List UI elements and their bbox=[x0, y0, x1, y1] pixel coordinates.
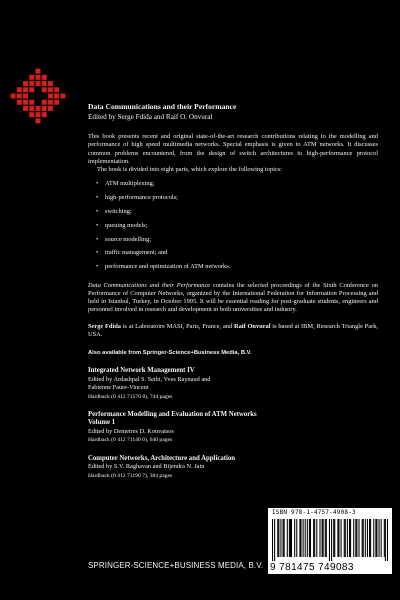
logo-square bbox=[48, 100, 53, 105]
logo-square bbox=[48, 106, 53, 111]
ean-number: 9 781475 749083 bbox=[270, 562, 354, 573]
logo-square bbox=[11, 93, 16, 98]
barcode-bar bbox=[385, 519, 386, 561]
barcode-bar bbox=[277, 519, 278, 557]
logo-square bbox=[42, 100, 47, 105]
list-item: • ATM multiplexing; bbox=[96, 180, 155, 188]
logo-square bbox=[48, 81, 53, 86]
bullet-icon: • bbox=[96, 180, 99, 188]
also-available-heading: Also available from Springer-Science+Business Media, B.V. bbox=[88, 350, 252, 357]
barcode-bar bbox=[349, 519, 350, 557]
logo-square bbox=[54, 87, 59, 92]
barcode-bar bbox=[314, 519, 315, 557]
barcode-bar bbox=[375, 519, 376, 557]
logo-square bbox=[17, 87, 22, 92]
barcode-bar bbox=[355, 519, 356, 557]
list-item: • queuing models; bbox=[96, 221, 148, 229]
proceedings-paragraph: Data Communications and their Performance contains the selected proceedings of the Sixth Conference on Performance of Computer Networks, organized by the International Federation for Information Processing and held in Istanbul, Turkey, in October 1995. It will be essential reading for post-graduate students, engineers and personnel involved in research and development in both universities and industry. bbox=[88, 281, 378, 314]
list-item: • source modelling; bbox=[96, 235, 151, 243]
barcode-bar bbox=[323, 519, 324, 557]
barcode-bar bbox=[305, 519, 306, 557]
barcode-bar bbox=[307, 519, 308, 557]
bullet-icon: • bbox=[96, 263, 99, 271]
barcode-bar bbox=[299, 519, 300, 557]
barcode-bar bbox=[290, 519, 291, 557]
barcode-bar bbox=[278, 519, 279, 557]
barcode-bar bbox=[283, 519, 284, 557]
logo-square bbox=[29, 87, 34, 92]
barcode-bar bbox=[373, 519, 374, 557]
intro-paragraph: This book presents recent and original state-of-the-art research contributions relating to the modelling and performance of high speed multimedia networks. Special emphasis is given to ATM networks. It discusses common problems encountered, from the design of switch architectures to high-performance protocol implementation. bbox=[88, 133, 378, 165]
barcode-bar bbox=[303, 519, 304, 557]
logo-square bbox=[17, 93, 22, 98]
logo-square bbox=[23, 81, 28, 86]
logo-square bbox=[29, 106, 34, 111]
logo-square bbox=[54, 100, 59, 105]
barcode-bar bbox=[296, 519, 297, 557]
barcode-bar bbox=[334, 519, 335, 557]
barcode-bar bbox=[326, 519, 327, 557]
bullet-icon: • bbox=[96, 194, 99, 202]
barcode-bar bbox=[294, 519, 295, 557]
barcode-bar bbox=[274, 519, 275, 561]
logo-square bbox=[42, 112, 47, 117]
related-book-title: Integrated Network Management IV bbox=[88, 367, 195, 375]
list-item: • traffic management; and bbox=[96, 249, 168, 257]
barcode-bar bbox=[384, 519, 385, 557]
logo-square bbox=[17, 100, 22, 105]
barcode-icon bbox=[272, 519, 388, 561]
list-item: • high-performance protocols; bbox=[96, 194, 178, 202]
barcode-bar bbox=[287, 519, 288, 557]
logo-square bbox=[42, 75, 47, 80]
logo-square bbox=[35, 112, 40, 117]
related-book-hardback: Hardback (0 412 71570 8), 744 pages bbox=[88, 393, 173, 400]
barcode-bar bbox=[291, 519, 292, 557]
logo-square bbox=[35, 75, 40, 80]
related-book-title: Performance Modelling and Evaluation of ATM Networks bbox=[88, 410, 257, 418]
barcode-bar bbox=[344, 519, 345, 557]
logo-square bbox=[42, 81, 47, 86]
list-item: • switching; bbox=[96, 208, 132, 216]
barcode-bar bbox=[363, 519, 364, 557]
book-title: Data Communications and their Performance bbox=[88, 102, 237, 111]
logo-square bbox=[35, 81, 40, 86]
barcode-bar bbox=[280, 519, 281, 557]
barcode-bar bbox=[345, 519, 346, 557]
barcode-bar bbox=[341, 519, 342, 557]
barcode-bar bbox=[284, 519, 285, 557]
bullet-icon: • bbox=[96, 235, 99, 243]
barcode-bar bbox=[338, 519, 339, 557]
logo-square bbox=[23, 106, 28, 111]
topics-list bbox=[96, 180, 378, 271]
author-name: Raif Onvural bbox=[233, 322, 271, 330]
isbn-number: ISBN 978-1-4757-4908-3 bbox=[272, 509, 356, 516]
logo-square bbox=[35, 118, 40, 123]
barcode-bar bbox=[370, 519, 371, 557]
barcode-bar bbox=[316, 519, 317, 557]
logo-square bbox=[29, 81, 34, 86]
related-book-editors: Edited by Ardashpal S. Sethi, Yves Raynaud and bbox=[88, 375, 211, 383]
barcode-bar bbox=[365, 519, 366, 557]
barcode-bar bbox=[353, 519, 354, 557]
related-book-hardback: Hardback (0 412 71190 7), 384 pages bbox=[88, 472, 173, 479]
related-book-hardback: Hardback (0 412 71140 0), 640 pages bbox=[88, 437, 173, 444]
barcode-bar bbox=[358, 519, 359, 557]
logo-square bbox=[23, 93, 28, 98]
related-book-title: Computer Networks, Architecture and Application bbox=[88, 454, 236, 462]
logo-square bbox=[48, 87, 53, 92]
logo-square bbox=[42, 87, 47, 92]
logo-square bbox=[23, 87, 28, 92]
bullet-icon: • bbox=[96, 221, 99, 229]
back-cover-text bbox=[88, 102, 378, 490]
logo-square bbox=[60, 93, 65, 98]
logo-square bbox=[29, 112, 34, 117]
related-book-editors: Edited by S.V. Raghavan and Bijendra N. Jain bbox=[88, 463, 205, 471]
barcode-bar bbox=[350, 519, 351, 557]
barcode-bar bbox=[367, 519, 368, 557]
author-paragraph: Serge Fdida is at Laboratoire MASI, Paris, France, and Raif Onvural is based at IBM, Research Triangle Park, USA. bbox=[88, 322, 378, 339]
related-book-volume: Volume 1 bbox=[88, 419, 116, 427]
barcode-bar bbox=[331, 519, 332, 561]
logo-square bbox=[48, 93, 53, 98]
bullet-icon: • bbox=[96, 249, 99, 257]
author-name: Serge Fdida bbox=[88, 322, 122, 330]
barcode-bar bbox=[313, 519, 314, 557]
barcode-bar bbox=[310, 519, 311, 557]
barcode-bar bbox=[333, 519, 334, 557]
publisher-logo-icon bbox=[10, 68, 66, 124]
barcode-bar bbox=[309, 519, 310, 557]
publisher-name: SPRINGER-SCIENCE+BUSINESS MEDIA, B.V. bbox=[88, 561, 264, 570]
related-book bbox=[88, 411, 378, 445]
barcode-bar bbox=[381, 519, 382, 557]
related-book-editors: Fabienne Faure-Vincent bbox=[88, 384, 149, 392]
barcode-bar bbox=[325, 519, 326, 557]
barcode-bar bbox=[369, 519, 370, 557]
barcode-bar bbox=[376, 519, 377, 557]
barcode-bar bbox=[322, 519, 323, 557]
barcode-label bbox=[268, 508, 392, 574]
logo-square bbox=[54, 93, 59, 98]
logo-square bbox=[42, 106, 47, 111]
related-book bbox=[88, 367, 378, 400]
logo-square bbox=[23, 100, 28, 105]
barcode-bar bbox=[356, 519, 357, 557]
barcode-bar bbox=[272, 519, 273, 561]
related-book-editors: Edited by Demetres D. Kouvatsos bbox=[88, 428, 174, 436]
list-item: • performance and optimization of ATM networks. bbox=[96, 263, 231, 271]
barcode-bar bbox=[347, 519, 348, 557]
barcode-bar bbox=[379, 519, 380, 557]
logo-square bbox=[35, 106, 40, 111]
logo-square bbox=[35, 69, 40, 74]
barcode-bar bbox=[362, 519, 363, 557]
intro-continued: The book is divided into eight parts, which explore the following topics: bbox=[97, 166, 282, 174]
barcode-bar bbox=[337, 519, 338, 557]
logo-square bbox=[29, 100, 34, 105]
barcode-bar bbox=[329, 519, 330, 561]
barcode-bar bbox=[387, 519, 388, 561]
bullet-icon: • bbox=[96, 208, 99, 216]
barcode-bar bbox=[319, 519, 320, 557]
book-editors: Edited by Serge Fdida and Raif O. Onvural bbox=[88, 113, 213, 121]
barcode-bar bbox=[300, 519, 301, 557]
logo-square bbox=[29, 75, 34, 80]
related-book bbox=[88, 455, 378, 480]
barcode-bar bbox=[289, 519, 290, 557]
proceedings-book-title: Data Communications and their Performance bbox=[88, 281, 211, 289]
